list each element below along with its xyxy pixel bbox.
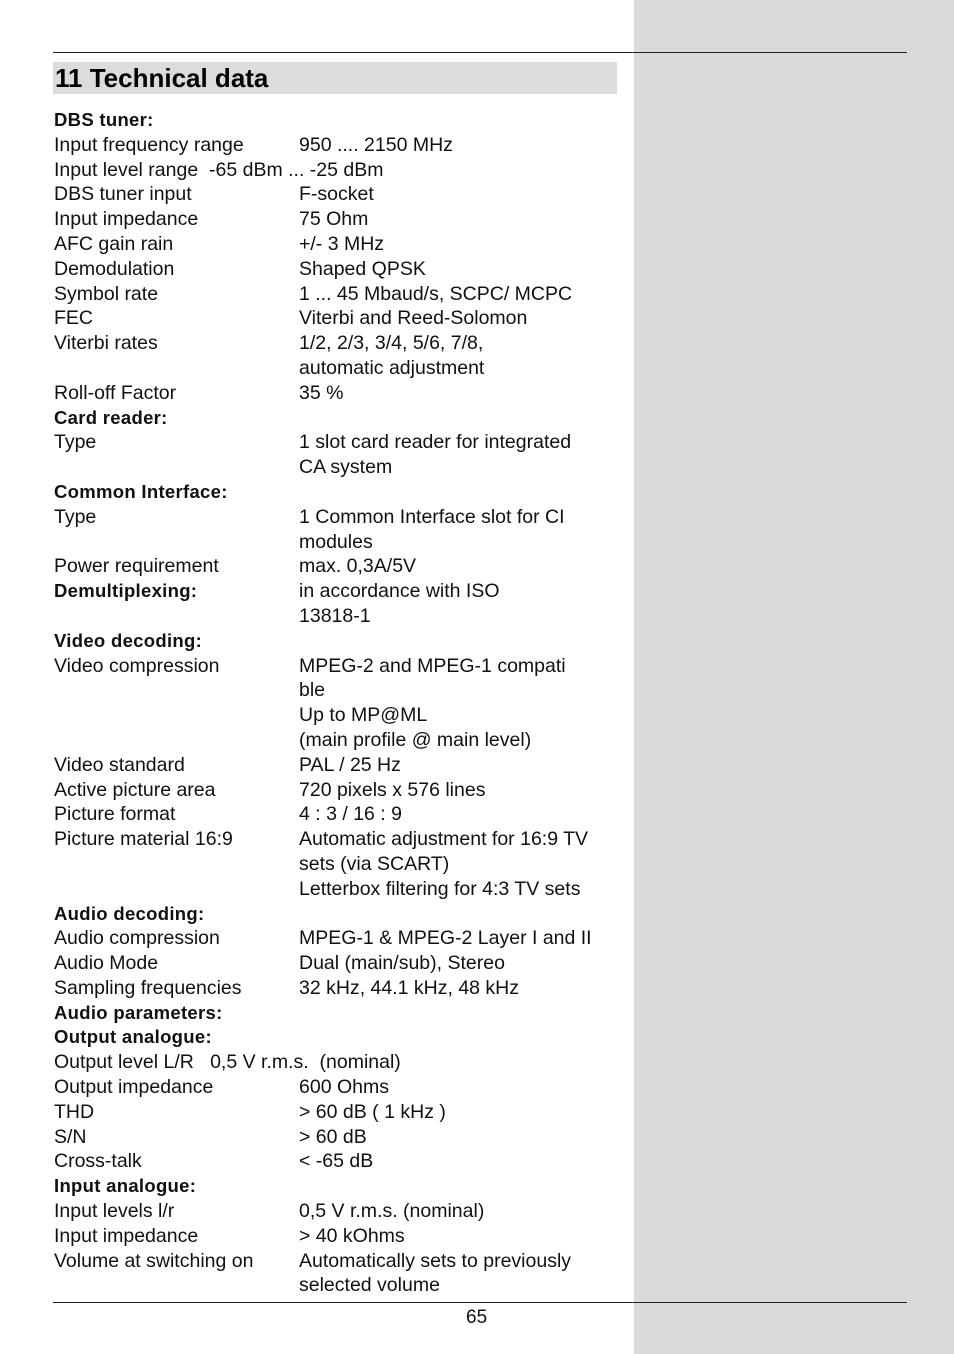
spec-label: AFC gain rain: [54, 232, 174, 255]
spec-row: [54, 1224, 624, 1249]
section-heading-row: [54, 480, 624, 505]
spec-value: 4 : 3 / 16 : 9: [299, 803, 402, 826]
spec-row: [54, 182, 624, 207]
spec-row: [54, 1149, 624, 1174]
spec-row: [54, 554, 624, 579]
section-heading-row: [54, 902, 624, 927]
section-heading: Audio decoding:: [54, 902, 205, 924]
spec-label: Sampling frequencies: [54, 976, 242, 999]
spec-value: in accordance with ISO 13818-1: [299, 580, 500, 627]
spec-row: [54, 1125, 624, 1150]
spec-label: Input levels l/r: [54, 1200, 175, 1223]
spec-label: Picture format: [54, 803, 176, 826]
spec-label: FEC: [54, 307, 93, 330]
spec-label: Picture material 16:9: [54, 828, 233, 851]
spec-value: > 60 dB: [299, 1125, 367, 1148]
spec-value: Viterbi and Reed-Solomon: [299, 307, 528, 330]
spec-value: F-socket: [299, 183, 374, 206]
spec-row: [54, 133, 624, 158]
spec-label: Viterbi rates: [54, 332, 158, 355]
section-heading: DBS tuner:: [54, 109, 154, 130]
section-heading-row: [54, 108, 624, 133]
spec-label: Audio Mode: [54, 952, 159, 975]
spec-row: [54, 1050, 624, 1075]
spec-label: Symbol rate: [54, 282, 159, 305]
section-heading-row: [54, 629, 624, 654]
spec-row: [54, 306, 624, 331]
spec-label: Cross-talk: [54, 1150, 142, 1173]
spec-value: > 60 dB ( 1 kHz ): [299, 1100, 446, 1123]
spec-label: Audio compression: [54, 927, 220, 950]
spec-row: [54, 158, 624, 183]
spec-row: [54, 232, 624, 257]
page-margin-panel: [634, 0, 954, 1354]
spec-label: Input frequency range: [54, 133, 244, 156]
spec-row: [54, 802, 624, 827]
spec-label: Video standard: [54, 753, 185, 776]
spec-row: [54, 1249, 624, 1299]
spec-row: [54, 827, 624, 901]
section-heading: Output analogue:: [54, 1026, 212, 1048]
spec-value: PAL / 25 Hz: [299, 753, 401, 776]
spec-row: [54, 926, 624, 951]
spec-row: [54, 257, 624, 282]
spec-row: [54, 430, 624, 480]
spec-value: 950 .... 2150 MHz: [299, 133, 453, 156]
spec-value: 1 ... 45 Mbaud/s, SCPC/ MCPC: [299, 282, 573, 305]
spec-row: [54, 976, 624, 1001]
spec-value: 1/2, 2/3, 3/4, 5/6, 7/8, automatic adjustment: [299, 332, 485, 379]
spec-row: [54, 951, 624, 976]
section-heading: Demultiplexing:: [54, 580, 198, 602]
spec-label: THD: [54, 1100, 95, 1123]
section-heading: Card reader:: [54, 406, 168, 428]
section-heading: Audio parameters:: [54, 1001, 223, 1023]
section-heading-row: [54, 1025, 624, 1050]
spec-row: [54, 579, 624, 629]
spec-row: [54, 654, 624, 753]
spec-value: +/- 3 MHz: [299, 232, 385, 255]
spec-row: [54, 1075, 624, 1100]
spec-value: 720 pixels x 576 lines: [299, 778, 486, 801]
spec-label: Output impedance: [54, 1076, 214, 1099]
spec-value: MPEG-1 & MPEG-2 Layer I and II: [299, 927, 592, 950]
spec-value: 1 slot card reader for integrated CA system: [299, 431, 572, 479]
spec-value: 1 Common Interface slot for CI modules: [299, 505, 565, 553]
spec-row: [54, 381, 624, 406]
spec-text: Input level range -65 dBm ... -25 dBm: [54, 158, 384, 181]
spec-value: 75 Ohm: [299, 208, 369, 231]
spec-label: DBS tuner input: [54, 183, 192, 206]
spec-label: Video compression: [54, 654, 220, 677]
spec-value: MPEG-2 and MPEG-1 compati ble Up to MP@ML (main profile @ main level): [299, 654, 566, 751]
spec-value: 32 kHz, 44.1 kHz, 48 kHz: [299, 976, 520, 999]
spec-value: max. 0,3A/5V: [299, 555, 417, 578]
spec-label: S/N: [54, 1125, 87, 1148]
spec-row: [54, 282, 624, 307]
spec-label: Type: [54, 505, 97, 528]
spec-row: [54, 778, 624, 803]
spec-label: Power requirement: [54, 555, 219, 578]
spec-text: Output level L/R 0,5 V r.m.s. (nominal): [54, 1051, 401, 1074]
spec-label: Volume at switching on: [54, 1249, 254, 1272]
section-heading: Input analogue:: [54, 1175, 197, 1197]
bottom-rule: [53, 1302, 907, 1303]
section-heading-row: [54, 406, 624, 431]
spec-row: [54, 505, 624, 555]
spec-value: 0,5 V r.m.s. (nominal): [299, 1200, 485, 1223]
spec-label: Active picture area: [54, 778, 216, 801]
spec-list: [54, 108, 624, 1298]
spec-row: [54, 207, 624, 232]
spec-value: Automatic adjustment for 16:9 TV sets (via SCART) Letterbox filtering for 4:3 TV sets: [299, 828, 589, 900]
spec-value: 35 %: [299, 381, 344, 404]
spec-label: Type: [54, 431, 97, 454]
spec-row: [54, 1199, 624, 1224]
spec-value: Automatically sets to previously selected volume: [299, 1249, 572, 1297]
spec-row: [54, 331, 624, 381]
section-heading: Video decoding:: [54, 629, 203, 651]
spec-label: Demodulation: [54, 257, 175, 280]
page-number: 65: [466, 1307, 488, 1328]
spec-value: Dual (main/sub), Stereo: [299, 952, 505, 975]
section-heading-row: [54, 1001, 624, 1026]
spec-value: Shaped QPSK: [299, 257, 426, 280]
spec-row: [54, 1100, 624, 1125]
spec-label: Roll-off Factor: [54, 381, 177, 404]
section-heading: Common Interface:: [54, 480, 228, 502]
spec-row: [54, 753, 624, 778]
spec-value: 600 Ohms: [299, 1076, 389, 1099]
page-title: 11 Technical data: [55, 63, 269, 93]
spec-value: < -65 dB: [299, 1150, 374, 1173]
spec-label: Input impedance: [54, 208, 199, 231]
spec-label: Input impedance: [54, 1224, 199, 1247]
section-heading-row: [54, 1174, 624, 1199]
top-rule: [53, 52, 907, 53]
spec-value: > 40 kOhms: [299, 1224, 405, 1247]
